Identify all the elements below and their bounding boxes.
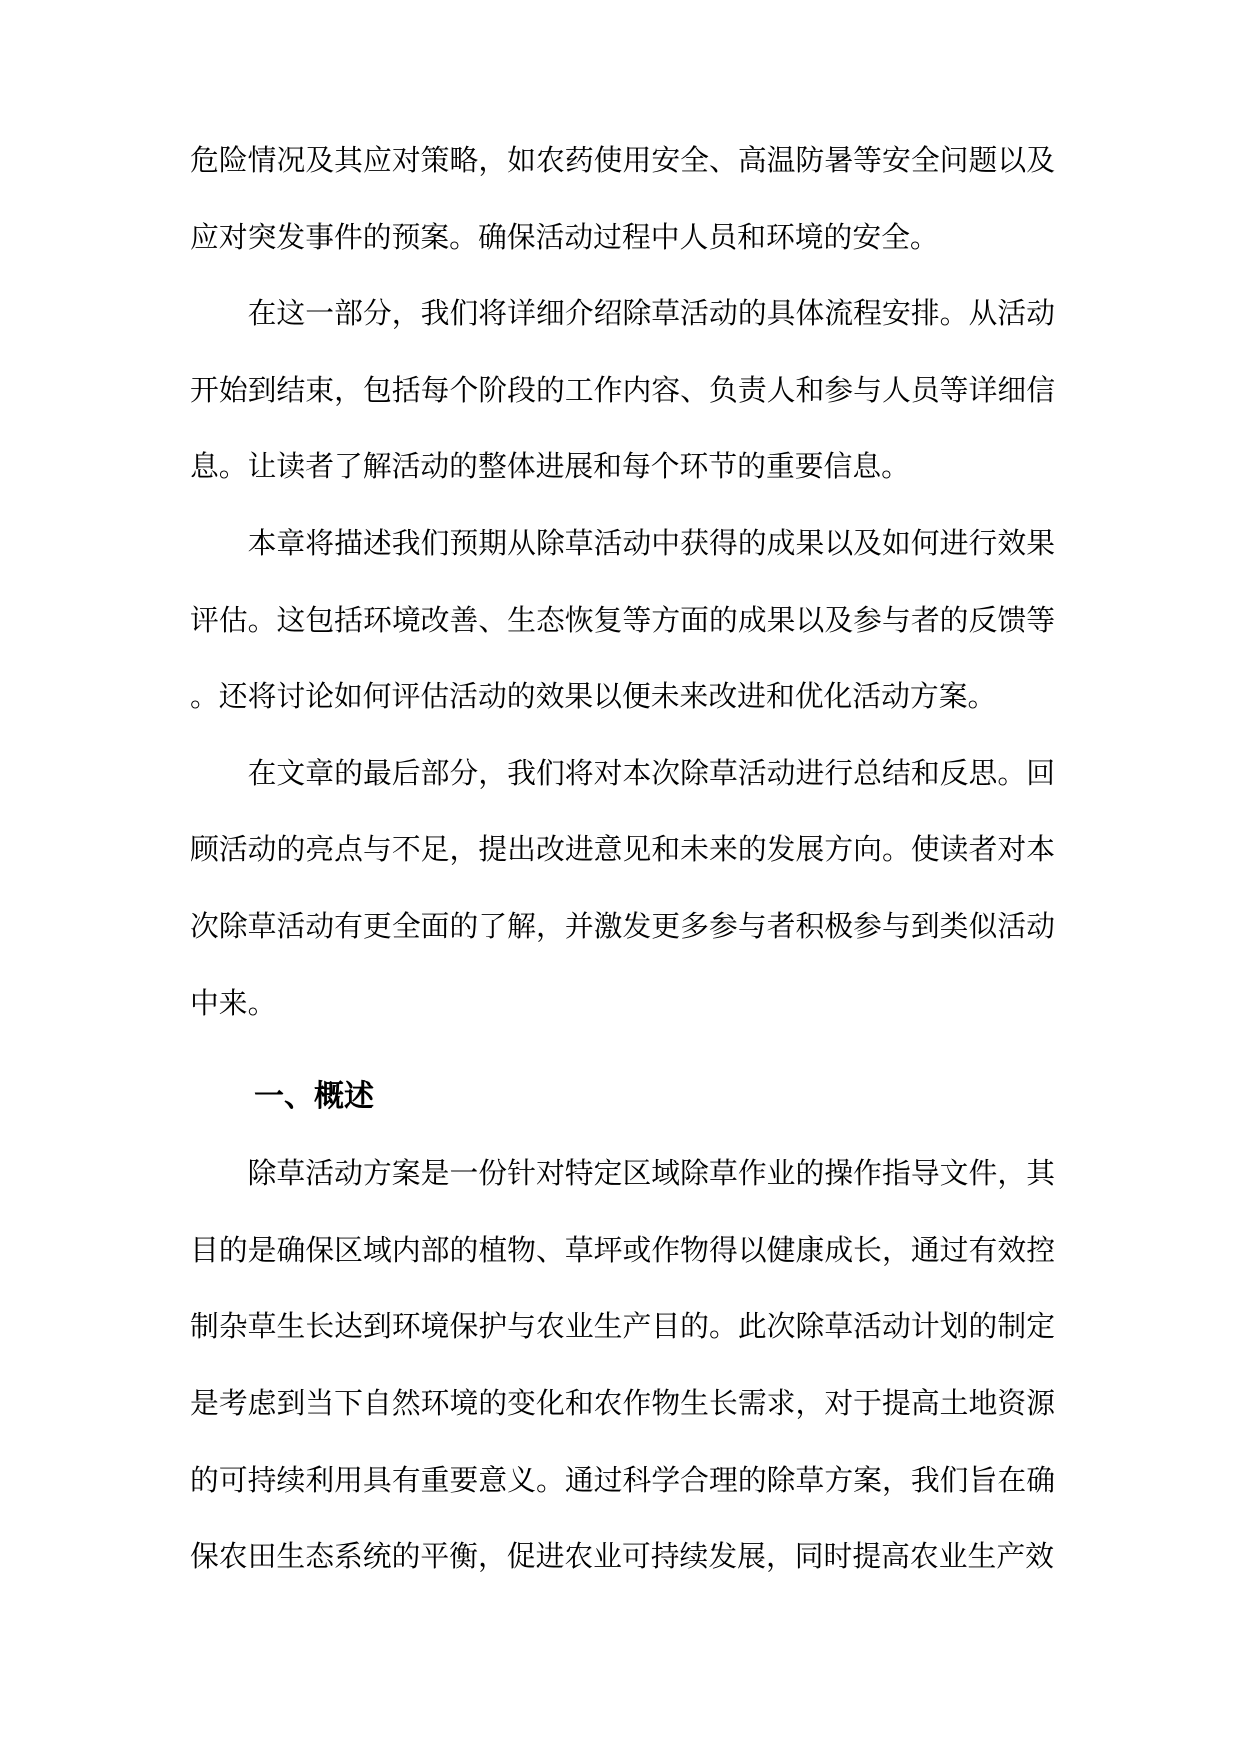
paragraph-continued: 危险情况及其应对策略，如农药使用安全、高温防暑等安全问题以及应对突发事件的预案。确保活动过程中人员和环境的安全。: [190, 143, 1055, 254]
document-body: [190, 142, 1055, 1595]
paragraph-process: 在这一部分，我们将详细介绍除草活动的具体流程安排。从活动开始到结束，包括每个阶段的工作内容、负责人和参与人员等详细信息。让读者了解活动的整体进展和每个环节的重要信息。: [190, 296, 1055, 484]
paragraph-summary: 在文章的最后部分，我们将对本次除草活动进行总结和反思。回顾活动的亮点与不足，提出改进意见和未来的发展方向。使读者对本次除草活动有更全面的了解，并激发更多参与者积极参与到类似活动中来。: [190, 755, 1055, 1020]
paragraph-outcomes: 本章将描述我们预期从除草活动中获得的成果以及如何进行效果评估。这包括环境改善、生态恢复等方面的成果以及参与者的反馈等。还将讨论如何评估活动的效果以便未来改进和优化活动方案。: [190, 525, 1055, 714]
paragraph-overview: 除草活动方案是一份针对特定区域除草作业的操作指导文件，其目的是确保区域内部的植物、草坪或作物得以健康成长，通过有效控制杂草生长达到环境保护与农业生产目的。此次除草活动计划的制定是考虑到当下自然环境的变化和农作物生长需求，对于提高土地资源的可持续利用具有重要意义。通过科学合理的除草方案，我们旨在确保农田生态系统的平衡，促进农业可持续发展，同时提高农业生产效: [190, 1156, 1055, 1574]
section-heading: 一、概述: [254, 1079, 374, 1115]
